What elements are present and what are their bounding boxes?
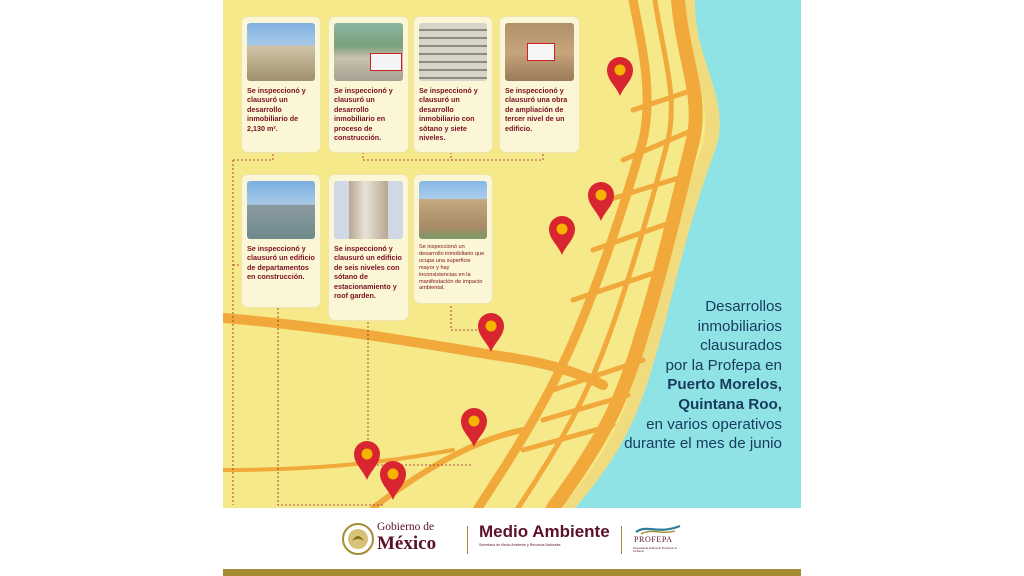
mexico-label: México (377, 533, 437, 554)
card-text: Se inspeccionó y clausuró un desarrollo inmobiliario con sótano y siete niveles. (419, 86, 478, 143)
card-text: Se inspeccionó y clausuró un desarrollo inmobiliario de 2,130 m². (247, 86, 306, 133)
closure-card (242, 175, 320, 307)
clausura-sign (527, 43, 555, 61)
divider (621, 526, 622, 554)
headline-line: Desarrollos (705, 298, 782, 315)
interior-construction-photo (505, 23, 574, 81)
national-seal-icon (342, 521, 374, 557)
closure-card (329, 175, 408, 320)
profepa-wave-icon (635, 523, 681, 535)
gold-bar (223, 569, 801, 576)
closure-card (414, 175, 492, 303)
headline-line: inmobiliarios (697, 317, 782, 335)
headline-place: Puerto Morelos, (667, 376, 782, 394)
headline-line: por la Profepa en (665, 356, 782, 374)
divider (467, 526, 468, 554)
six-level-tower-photo (334, 181, 403, 239)
semarnat-label: Secretaría de Medio Ambiente y Recursos Naturales (479, 543, 561, 547)
clausura-sign (370, 53, 402, 71)
profepa-label: PROFEPA (634, 535, 673, 544)
finished-building-photo (419, 181, 487, 239)
card-text: Se inspeccionó un desarrollo inmobiliario que ocupa una superficie mayor y hay inconsistencias en la manifestación de impacto ambiental. (419, 244, 485, 292)
headline-line: en varios operativos (646, 415, 782, 433)
card-text: Se inspeccionó y clausuró un desarrollo inmobiliario en proceso de construcción. (334, 86, 393, 143)
card-text: Se inspeccionó y clausuró un edificio de seis niveles con sótano de estacionamiento y roof garden. (334, 244, 402, 301)
footer-logos (223, 508, 801, 576)
clausura-banner-photo (334, 23, 403, 81)
scaffold-building-photo (247, 181, 315, 239)
closure-card (242, 17, 320, 152)
closure-card (500, 17, 579, 152)
headline-place: Quintana Roo, (678, 395, 782, 413)
profepa-full-name: Procuraduría Federal de Protección al Ambiente (633, 547, 677, 554)
headline-line: clausurados (700, 337, 782, 355)
closure-card (329, 17, 408, 152)
card-text: Se inspeccionó y clausuró una obra de ampliación de tercer nivel de un edificio. (505, 86, 568, 133)
headline (532, 297, 782, 454)
infographic-poster (223, 0, 801, 576)
medio-ambiente-label: Medio Ambiente (479, 522, 610, 541)
rubble-lot-photo (247, 23, 315, 81)
gobierno-label: Gobierno de (377, 521, 435, 533)
closure-card (414, 17, 492, 152)
headline-line: durante el mes de junio (624, 435, 782, 453)
multi-level-building-photo (419, 23, 487, 81)
card-text: Se inspeccionó y clausuró un edificio de departamentos en construcción. (247, 244, 315, 282)
